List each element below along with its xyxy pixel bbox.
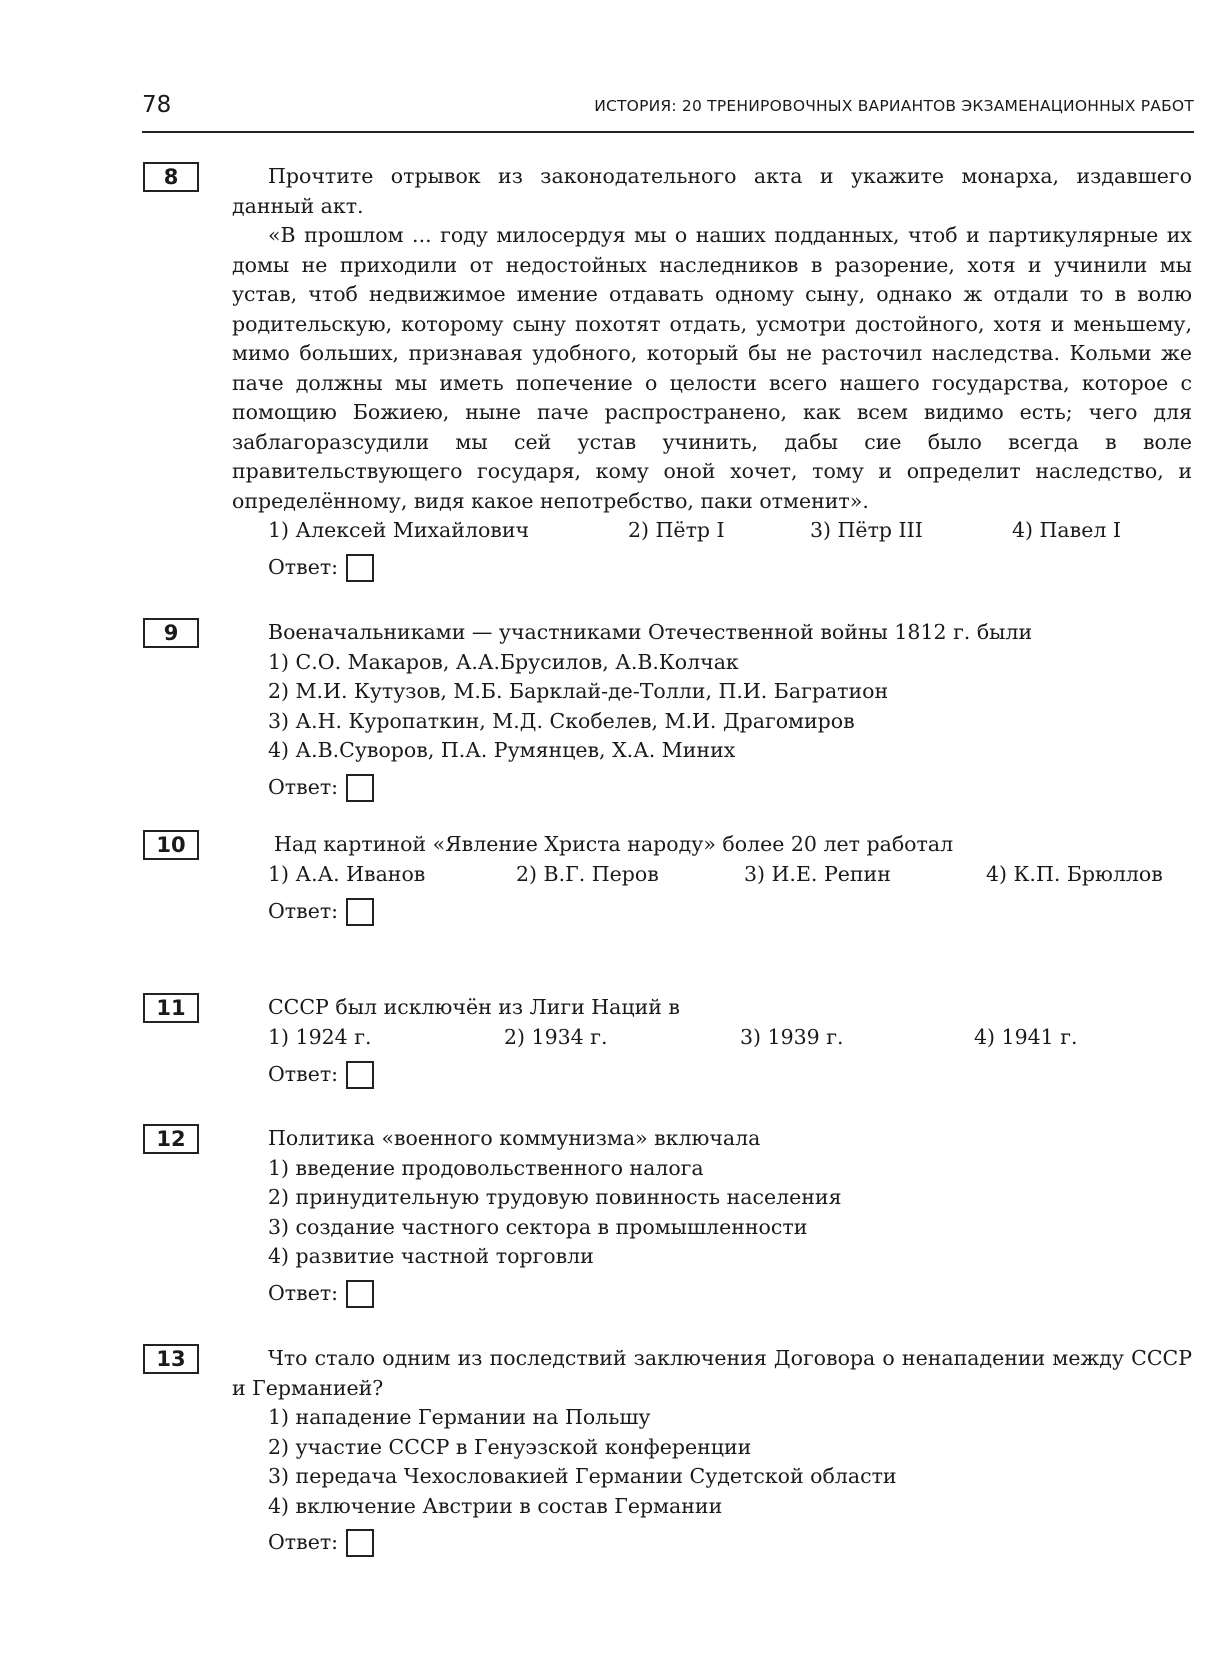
answer-row [232, 1278, 1192, 1310]
answer-box[interactable] [346, 554, 374, 582]
answer-label: Ответ: [268, 1280, 339, 1305]
answer-label: Ответ: [268, 1530, 339, 1555]
option-3[interactable]: 3) Пётр III [810, 518, 923, 542]
options-row [232, 1023, 1192, 1053]
task-number: 9 [143, 618, 199, 648]
answer-row [232, 772, 1192, 804]
answer-label: Ответ: [268, 774, 339, 799]
option-1[interactable]: 1) нападение Германии на Польшу [268, 1405, 651, 1429]
task-body [232, 1124, 1192, 1310]
option-2[interactable]: 2) В.Г. Перов [516, 861, 659, 886]
answer-label: Ответ: [268, 555, 339, 580]
option-3[interactable]: 3) 1939 г. [740, 1024, 844, 1049]
task-body [232, 618, 1192, 804]
task-number: 13 [143, 1344, 199, 1374]
option-1[interactable]: 1) введение продовольственного налога [268, 1155, 704, 1180]
option-3[interactable]: 3) А.Н. Куропаткин, М.Д. Скобелев, М.И. Драгомиров [268, 708, 855, 733]
option-1[interactable]: 1) Алексей Михайлович [268, 518, 530, 542]
options-row [232, 516, 1192, 546]
options-row [232, 860, 1192, 890]
option-4[interactable]: 4) развитие частной торговли [268, 1244, 594, 1268]
answer-box[interactable] [346, 898, 374, 926]
question-text: Что стало одним из последствий заключения Договора о ненападении между СССР и Германией? [232, 1346, 1192, 1400]
option-4[interactable]: 4) 1941 г. [974, 1024, 1078, 1049]
option-2[interactable]: 2) М.И. Кутузов, М.Б. Барклай-де-Толли, П.И. Багратион [268, 679, 889, 703]
answer-box[interactable] [346, 1280, 374, 1308]
page-number: 78 [142, 92, 172, 118]
answer-label: Ответ: [268, 1061, 339, 1086]
option-3[interactable]: 3) создание частного сектора в промышленности [268, 1214, 808, 1239]
option-1[interactable]: 1) 1924 г. [268, 1024, 372, 1049]
answer-box[interactable] [346, 774, 374, 802]
task-number: 11 [143, 993, 199, 1023]
answer-box[interactable] [346, 1529, 374, 1557]
task-number: 8 [143, 162, 199, 192]
answer-row [232, 1527, 1192, 1559]
task-body [232, 830, 1192, 928]
option-2[interactable]: 2) 1934 г. [504, 1024, 608, 1049]
running-header: ИСТОРИЯ: 20 ТРЕНИРОВОЧНЫХ ВАРИАНТОВ ЭКЗАМЕНАЦИОННЫХ РАБОТ [594, 97, 1194, 115]
option-1[interactable]: 1) С.О. Макаров, А.А.Брусилов, А.В.Колчак [268, 649, 739, 674]
task-body [232, 993, 1192, 1091]
question-text: Политика «военного коммунизма» включала [268, 1126, 761, 1150]
option-4[interactable]: 4) К.П. Брюллов [986, 861, 1163, 886]
source-passage: «В прошлом ... году милосердуя мы о наших подданных, чтоб и партикулярные их домы не приходили от недостойных наследников в разорение, хотя и учинили мы устав, чтоб недвижимое имение отдавать одному сыну, однако ж отдали то в волю родительскую, которому сыну похотят отдать, усмотри достойного, хотя и меньшему, мимо больших, признавая удобного, который бы не расточил наследства. Кольми же паче должны мы иметь попечение о целости всего нашего государства, которое с помощию Божиею, ныне паче распространено, как всем видимо есть; чего для заблагоразсудили мы сей устав учинить, дабы сие было всегда в воле правительствующего государя, кому оной хочет, тому и определит наследство, и определённому, видя какое непотребство, паки отменит». [232, 223, 1192, 513]
option-1[interactable]: 1) А.А. Иванов [268, 861, 426, 886]
task-number: 12 [143, 1124, 199, 1154]
task-body [232, 1344, 1192, 1559]
task-body [232, 162, 1192, 584]
answer-label: Ответ: [268, 898, 339, 923]
option-3[interactable]: 3) передача Чехословакией Германии Судетской области [268, 1464, 897, 1488]
option-4[interactable]: 4) включение Австрии в состав Германии [268, 1493, 723, 1518]
option-2[interactable]: 2) Пётр I [628, 518, 725, 542]
question-text: Над картиной «Явление Христа народу» более 20 лет работал [274, 832, 954, 856]
answer-row [232, 1059, 1192, 1091]
question-text: Прочтите отрывок из законодательного акта и укажите монарха, издавшего данный акт. [232, 164, 1192, 218]
option-4[interactable]: 4) А.В.Суворов, П.А. Румянцев, Х.А. Миних [268, 738, 736, 762]
option-3[interactable]: 3) И.Е. Репин [744, 861, 891, 886]
option-2[interactable]: 2) участие СССР в Генуэзской конференции [268, 1434, 752, 1459]
answer-row [232, 552, 1192, 584]
task-number: 10 [143, 830, 199, 860]
answer-row [232, 896, 1192, 928]
question-text: СССР был исключён из Лиги Наций в [268, 995, 680, 1019]
option-2[interactable]: 2) принудительную трудовую повинность населения [268, 1185, 842, 1209]
answer-box[interactable] [346, 1061, 374, 1089]
option-4[interactable]: 4) Павел I [1012, 518, 1121, 542]
header-rule [142, 131, 1194, 133]
question-text: Военачальниками — участниками Отечественной войны 1812 г. были [268, 620, 1033, 644]
